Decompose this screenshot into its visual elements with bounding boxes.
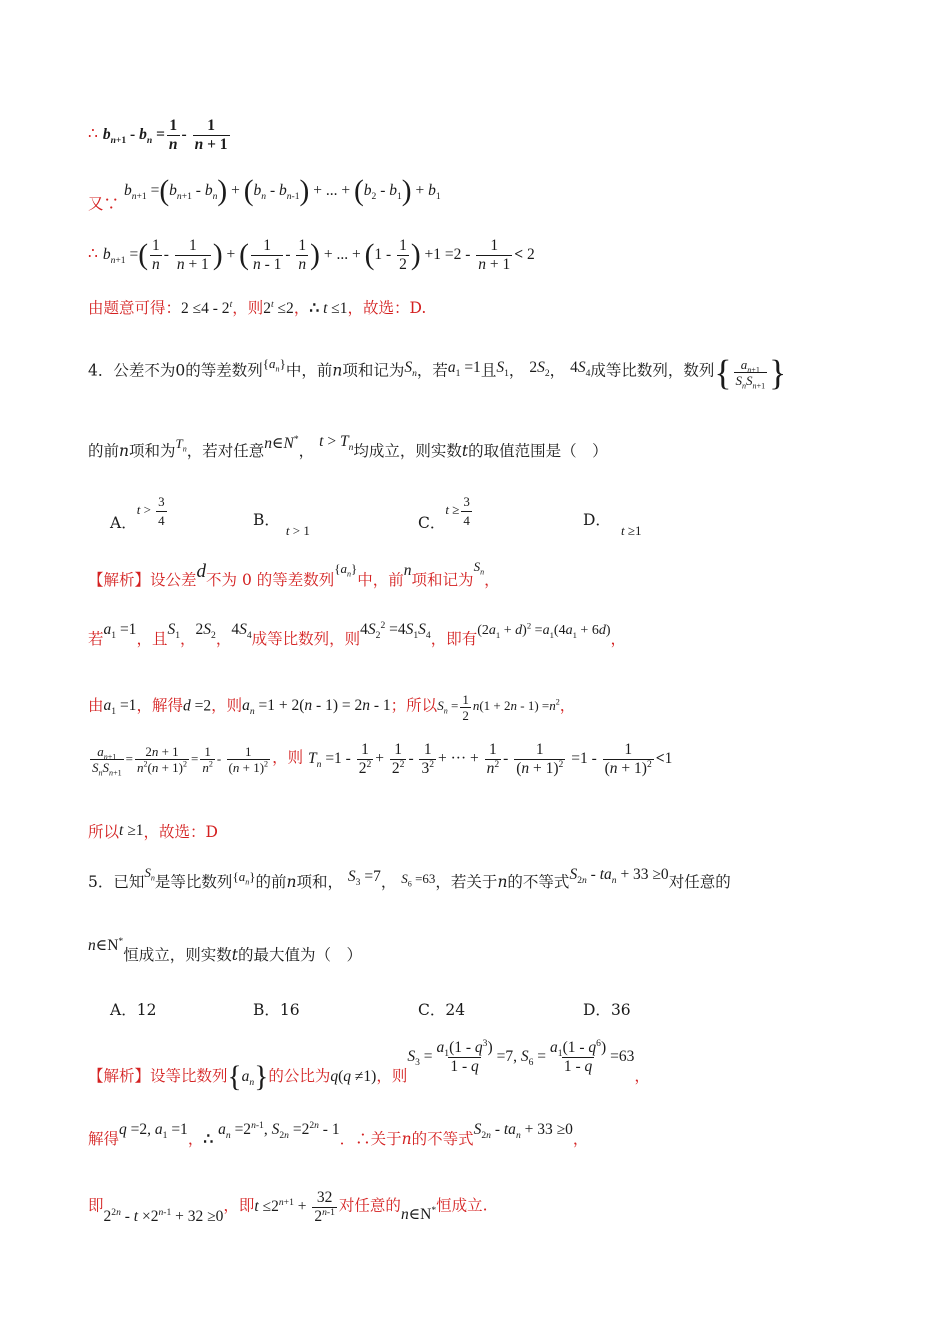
analysis-tag: 【解析】 [88, 1066, 151, 1085]
text-segment: ，则 [272, 748, 304, 767]
text-segment: n [332, 361, 343, 380]
solution-4-line-1 [88, 559, 500, 589]
formula-an: $\{a_n\}$ [227, 1060, 269, 1093]
formula-an-general: $a_n =1 + 2(n - 1) = 2n - 1$ [242, 697, 391, 718]
solution-5-line-1 [88, 1037, 650, 1093]
text-segment: ，若对任意 [186, 442, 265, 460]
text-segment: ， [298, 442, 315, 460]
text-segment: ， [549, 361, 566, 380]
text-segment: ，解得 [136, 696, 183, 715]
formula-telescoping: $b_{n+1} =(b_{n+1} - b_n) + (b_n - b_{n-1})$ + ... + $(b_2 - b_1) + b_1$ [123, 175, 441, 207]
text-segment: 不为 0 的等差数列 [206, 571, 335, 589]
line-bn-bound [88, 238, 535, 272]
formula-a1-eq-1: $a_1 =1$ [103, 621, 137, 642]
formula-sn: Sn [144, 865, 155, 883]
text-segment: ， [634, 1066, 650, 1085]
question-5-line-1 [88, 865, 731, 891]
formula-bn-diff: $b_{n+1} - b_n$ = $\frac{1}{n}$ - $\frac{1}{n + 1}$ [102, 117, 228, 153]
formula-t-le-1: ∴ t ≤1 [309, 300, 348, 317]
formula-s6: S6 =63 [401, 871, 436, 889]
text-segment: 成等比数列，则 [251, 630, 361, 648]
text-segment: 恒成立，则实数 [123, 946, 232, 964]
text-segment: ， [610, 630, 627, 648]
text-segment: 项和， [296, 873, 343, 891]
option-label: D． [583, 511, 611, 529]
option-c[interactable] [418, 998, 465, 1020]
therefore-symbol: ∴ [203, 1131, 214, 1148]
since-prefix: 又∵ [88, 194, 120, 213]
formula-d: d [196, 561, 207, 582]
option-value: 12 [136, 1001, 157, 1019]
text-segment: ，且 [136, 630, 168, 648]
formula-s1: $S_1$ [167, 621, 180, 642]
text-segment: 中，前 [357, 571, 404, 589]
option-label: A． [110, 1001, 137, 1019]
text-segment: ，若关于 [435, 873, 498, 891]
text-segment: n [286, 873, 297, 891]
text-segment: ；所以 [390, 696, 438, 715]
text-segment: 解得 [88, 1130, 120, 1148]
formula-ratio-seq: { $\frac{a_{n+1}}{S_nS_{n+1}}$ } [714, 352, 787, 392]
text-segment: 项和记为 [411, 571, 474, 589]
text-segment: ， [215, 630, 232, 648]
text-segment: ，即 [223, 1196, 255, 1215]
formula-4s4: $4S_4$ [570, 358, 591, 379]
text-segment: 是等比数列 [154, 873, 233, 891]
text-segment: ，则 [232, 299, 264, 317]
formula-n-in-n: n∈N* [264, 433, 299, 452]
text-segment: 均成立，则实数 [353, 442, 462, 460]
text-segment: ， [484, 571, 500, 589]
text-segment: 设等比数列 [150, 1066, 228, 1085]
text-segment: ，即有 [430, 630, 478, 648]
option-b-formula: t > 1 [285, 523, 310, 538]
text-segment: 0 [175, 361, 186, 380]
formula-an: {an} [232, 869, 256, 887]
solution-4-line-2 [88, 619, 627, 648]
formula-t-gt-tn: $t > T_n$ [319, 433, 354, 454]
text-segment: 中，前 [285, 361, 333, 380]
formula-q-a1: q =2, $a_1 =1$ [119, 1121, 188, 1142]
option-a-formula: t > $\frac{3}{4}$ [136, 494, 165, 528]
line-telescoping [88, 175, 441, 213]
option-label: D． [583, 1001, 611, 1019]
text-segment: 由题意可得： [88, 299, 182, 317]
formula-an-s2n: $a_n =2^{n-1}$, $S_{2n} =2^{2n} - 1$ [218, 1119, 340, 1142]
formula-n-in-n: n∈N* [88, 935, 124, 954]
option-label: A． [110, 514, 137, 533]
option-label: B． [253, 1001, 280, 1019]
text-segment: ，若 [416, 361, 448, 380]
formula-q: q(q ≠1) [330, 1067, 377, 1085]
text-segment: 设公差 [150, 571, 197, 589]
text-segment: 已知 [113, 873, 145, 891]
solution-5-line-3 [88, 1190, 488, 1224]
text-segment: 公差不为 [113, 361, 176, 380]
formula-sn: Sn [473, 559, 485, 577]
therefore-symbol: ∴ [88, 244, 98, 263]
solution-5-line-2 [88, 1119, 589, 1148]
option-d[interactable] [583, 998, 631, 1020]
analysis-tag: 【解析】 [88, 571, 151, 589]
text-segment: n [401, 1130, 412, 1148]
text-segment: ， [380, 873, 397, 891]
formula-ineq-2: $2^t \le 2$ [263, 298, 294, 317]
option-value: 24 [445, 1001, 466, 1019]
question-number: 5． [88, 873, 114, 891]
formula-expanded: $(2a_1 + d)^2 =a_1(4a_1 + 6d)$ [477, 620, 611, 640]
formula-inequality: $S_{2n} - ta_n + 33 \ge 0$ [569, 866, 669, 887]
text-segment: 的最大值为（ ） [237, 946, 362, 964]
therefore-symbol: ∴ [88, 124, 98, 143]
text-segment: ， [559, 696, 576, 715]
text-segment: 对任意的 [338, 1196, 401, 1215]
formula-s3: $S_3 =7$ [347, 868, 381, 889]
text-segment: ，则 [211, 696, 243, 715]
option-a[interactable] [110, 494, 169, 533]
text-segment: 的前 [88, 442, 120, 460]
formula-4s4: $4S_4$ [231, 621, 252, 642]
text-segment: 且 [480, 361, 497, 380]
formula-term-split: $\frac{a_{n+1}}{S_nS_{n+1}}$ = $\frac{2n + 1}{n^2(n + 1)^2}$ = $\frac{1}{n^2}$ - $\frac{1}{(n + 1)^2}$ [92, 744, 269, 778]
text-segment: 的不等式 [507, 873, 570, 891]
line-bn-difference [88, 118, 232, 152]
text-segment: 由 [88, 696, 104, 715]
formula-inequality: $S_{2n} - ta_n + 33 \ge 0$ [473, 1121, 573, 1142]
formula-n: n [403, 562, 412, 579]
formula-sn: $S_n$ [404, 358, 417, 379]
text-segment: 的取值范围是（ ） [468, 442, 608, 460]
formula-an: {an} [334, 561, 358, 579]
question-number: 4． [88, 361, 114, 380]
formula-d-eq-2: d =2 [182, 697, 212, 715]
text-segment: ，故选：D. [347, 299, 427, 317]
solution-4-line-3 [88, 693, 575, 722]
text-segment: ，则 [376, 1066, 408, 1085]
text-segment: ， [293, 299, 310, 317]
option-label: B． [253, 511, 280, 529]
option-label: C． [418, 514, 446, 533]
text-segment: 的前 [255, 873, 287, 891]
solution-4-line-5 [88, 822, 218, 841]
text-segment: 成等比数列，数列 [590, 361, 715, 380]
line-conclusion-3 [88, 298, 427, 317]
question-4-line-1 [88, 352, 787, 392]
text-segment: t [231, 946, 238, 964]
formula-t-bound: $t \le 2^{n+1}$ + $\frac{32}{2^{n-1}}$ [254, 1189, 335, 1225]
text-segment: 的公比为 [268, 1066, 331, 1085]
option-c[interactable] [418, 494, 474, 533]
solution-4-line-4 [88, 742, 672, 776]
text-segment: 若 [88, 630, 104, 648]
text-segment: 即 [88, 1196, 104, 1215]
formula-n-in-n: n∈N* [400, 1204, 437, 1223]
formula-an: {an} [262, 355, 286, 374]
text-segment: ， [508, 361, 525, 380]
option-b[interactable] [253, 998, 300, 1020]
text-segment: n [497, 873, 508, 891]
text-segment: 的等差数列 [185, 361, 263, 380]
formula-a1-eq-1: $a_1 =1$ [103, 697, 137, 718]
formula-a1: $a_1 =1$ [447, 358, 481, 379]
formula-tn-sum: $T_n =1$ - $\frac{1}{2^2}$ + $\frac{1}{2^2}$ - $\frac{1}{3^2}$ + ··· + $\frac{1}{n^2}$ - $\frac{1}{(n + 1)^2}$ =1 - $\frac{1}{(n + 1)^2}$ <1 [308, 741, 673, 777]
formula-sums: $S_3$ = $\frac{a_1(1 - q^3)}{1 - q}$ =7, $S_6$ = $\frac{a_1(1 - q^6)}{1 - q}$ =63 [407, 1037, 635, 1075]
formula-geometric-cond: $4S_2^2 =4S_1S_4$ [360, 619, 431, 642]
text-segment: 所以 [88, 823, 120, 841]
option-value: 16 [279, 1001, 300, 1019]
formula-sn-general: $S_n$ = $\frac{1}{2}$ $n(1 + 2n - 1) =n^2$ [437, 692, 560, 723]
text-segment: 项和记为 [342, 361, 405, 380]
formula-2s2: $2S_2$ [529, 358, 550, 379]
option-value: 36 [610, 1001, 631, 1019]
text-segment: ， [187, 1130, 204, 1148]
formula-rewritten: $2^{2n} - t \times 2^{n-1} + 32 \ge 0$ [103, 1206, 224, 1225]
text-segment: n [119, 442, 129, 460]
formula-tn: Tn [175, 436, 187, 454]
option-d-formula: t ≥1 [620, 523, 642, 538]
text-segment: 恒成立. [436, 1196, 488, 1215]
formula-t-ge-1: t ≥1 [119, 822, 144, 839]
text-segment: t [461, 442, 469, 460]
formula-s1: $S_1$ [496, 358, 509, 379]
text-segment: 的不等式 [411, 1130, 474, 1148]
option-label: C． [418, 1001, 446, 1019]
text-segment: ，故选：D [143, 823, 218, 841]
question-5-line-2 [88, 935, 362, 964]
text-segment: ．∴关于 [339, 1130, 402, 1148]
text-segment: ， [180, 630, 196, 648]
option-c-formula: t ≥ $\frac{3}{4}$ [445, 494, 470, 528]
question-4-line-2 [88, 433, 608, 460]
formula-2s2: $2S_2$ [195, 621, 216, 642]
formula-ineq: 2 ≤4 - 2$^t$ [181, 298, 233, 317]
option-b[interactable] [253, 508, 310, 538]
formula-bn-bound: $b_{n+1}$ =( $\frac{1}{n}$ - $\frac{1}{n + 1}$ ) + ( $\frac{1}{n - 1}$ - $\frac{1}{n}$ ) + ... + (1 - $\frac{1}{2}$ ) +1 =2 - $\frac{1}{n + 1}$ < 2 [102, 237, 535, 273]
text-segment: 项和为 [129, 442, 176, 460]
text-segment: ， [572, 1130, 589, 1148]
text-segment: 对任意的 [668, 873, 731, 891]
option-a[interactable] [110, 998, 156, 1020]
